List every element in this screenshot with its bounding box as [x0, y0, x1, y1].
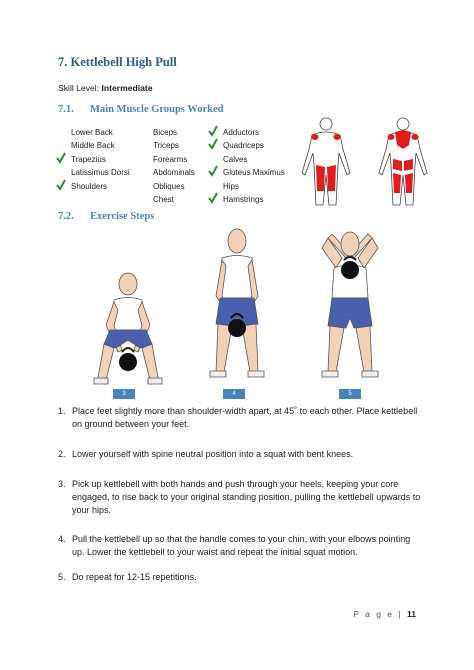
skill-label: Skill Level:	[58, 83, 102, 93]
page-separator: |	[398, 609, 403, 619]
step-number: 3.	[58, 479, 66, 489]
anatomy-back-diagram	[373, 115, 433, 208]
skill-level	[58, 83, 153, 93]
step-text-line: engaged, to rise back to your original standing position, pulling the kettlebell upwards to	[72, 492, 421, 502]
exercise-illustration-squat	[92, 270, 164, 388]
exercise-heading-text: Exercise Steps	[90, 211, 155, 222]
check-icon	[56, 152, 66, 164]
step-text	[72, 405, 452, 431]
check-icon	[208, 138, 218, 150]
step-text-line: your hips.	[72, 505, 112, 515]
step-text	[72, 478, 452, 517]
step-text-line: up. Lower the kettlebell to your waist and repeat the initial squat motion.	[72, 547, 358, 557]
step-text-line: Pull the kettlebell up so that the handle comes to your chin, with your elbows pointing	[72, 534, 411, 544]
muscles-heading	[58, 104, 224, 115]
figure-label-4: 4	[223, 389, 245, 399]
step-text-line: Lower yourself with spine neutral position into a squat with bent knees.	[72, 449, 354, 459]
anatomy-front-diagram	[296, 115, 356, 208]
step-number: 1.	[58, 406, 66, 416]
step-text	[72, 533, 452, 559]
step-text-line: on ground between your feet.	[72, 419, 190, 429]
step-text	[72, 571, 452, 584]
step-number: 2.	[58, 449, 66, 459]
muscles-heading-text: Main Muscle Groups Worked	[90, 104, 224, 115]
page-footer	[353, 609, 416, 619]
step-text-line: Do repeat for 12-15 repetitions.	[72, 572, 197, 582]
step-text-line: Pick up kettlebell with both hands and push through your heels, keeping your core	[72, 479, 399, 489]
figure-label-5: 5	[339, 389, 361, 399]
page-word: P a g e	[353, 609, 395, 619]
skill-value: Intermediate	[101, 83, 153, 93]
exercise-illustration-lift	[206, 226, 268, 382]
step-number: 4.	[58, 534, 66, 544]
check-icon	[208, 125, 218, 137]
check-icon	[56, 179, 66, 191]
exercise-heading-number: 7.2.	[58, 211, 74, 222]
muscles-heading-number: 7.1.	[58, 104, 74, 115]
exercise-heading	[58, 211, 154, 222]
section-title: 7. Kettlebell High Pull	[58, 55, 177, 69]
figure-label-3: 3	[113, 389, 135, 399]
step-text	[72, 448, 452, 461]
check-icon	[208, 165, 218, 177]
check-icon	[208, 192, 218, 204]
step-text-line: Place feet slightly more than shoulder-width apart, at 45˚ to each other. Place kettlebell	[72, 406, 418, 416]
step-number: 5.	[58, 572, 66, 582]
exercise-illustration-high-pull	[316, 228, 384, 382]
page-number: 11	[407, 609, 416, 619]
